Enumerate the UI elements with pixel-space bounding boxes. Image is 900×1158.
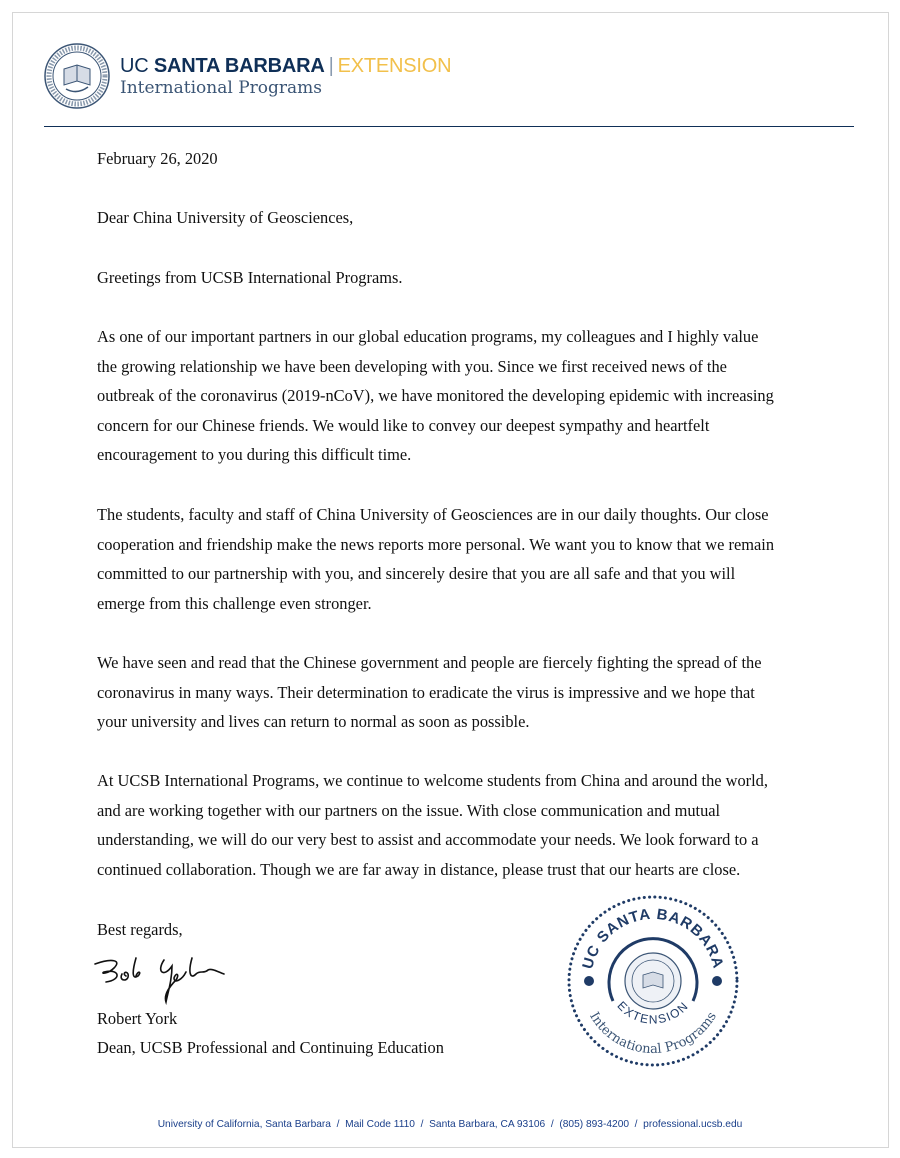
handwritten-signature [92, 952, 242, 1008]
brand-subtitle: International Programs [120, 78, 322, 98]
paragraph-4: At UCSB International Programs, we continue to welcome students from China and around the world, and are working together with our partners on the issue. With close communication and mutual understanding, we will do our very best to assist and accommodate your needs. We look forward to a continued collaboration. Though we are far away in distance, please trust that our hearts are close. [97, 771, 768, 879]
uc-seal-logo [44, 43, 110, 109]
brand-wordmark: UC SANTA BARBARA | EXTENSION [120, 55, 452, 77]
svg-text:EXTENSION: EXTENSION [614, 998, 692, 1027]
header-divider [44, 126, 854, 127]
signer-title: Dean, UCSB Professional and Continuing Education [97, 1038, 444, 1057]
footer-address: University of California, Santa Barbara / Mail Code 1110 / Santa Barbara, CA 93106 / (805) 893-4200 / professional.ucsb.edu [157, 1119, 743, 1130]
letter-date: February 26, 2020 [97, 149, 218, 168]
signer-name: Robert York [97, 1009, 178, 1028]
paragraph-3: We have seen and read that the Chinese government and people are fiercely fighting the spread of the coronavirus in many ways. Their determination to eradicate the virus is impressive and we hope that your university and lives can return to normal as soon as possible. [97, 653, 762, 732]
letter-salutation: Dear China University of Geosciences, [97, 208, 354, 227]
paragraph-1: As one of our important partners in our global education programs, my colleagues and I highly value the growing relationship we have been developing with you. Since we first received news of the outbreak of the coronavirus (2019-nCoV), we have monitored the developing epidemic with increasing concern for our Chinese friends. We would like to convey our deepest sympathy and heartfelt encouragement to you during this difficult time. [97, 327, 774, 465]
closing: Best regards, [97, 920, 183, 939]
paragraph-2: The students, faculty and staff of China University of Geosciences are in our daily thoughts. Our close cooperation and friendship make the news reports more personal. We want you to know that we remain committed to our partnership with you, and sincerely desire that you are all safe and that you will emerge from this challenge even stronger. [97, 505, 775, 613]
letter-greeting: Greetings from UCSB International Programs. [97, 268, 403, 287]
svg-text:UC SANTA BARBARA: UC SANTA BARBARA [579, 905, 727, 971]
svg-text:International Programs: International Programs [586, 1009, 720, 1058]
extension-stamp-logo [563, 891, 743, 1071]
